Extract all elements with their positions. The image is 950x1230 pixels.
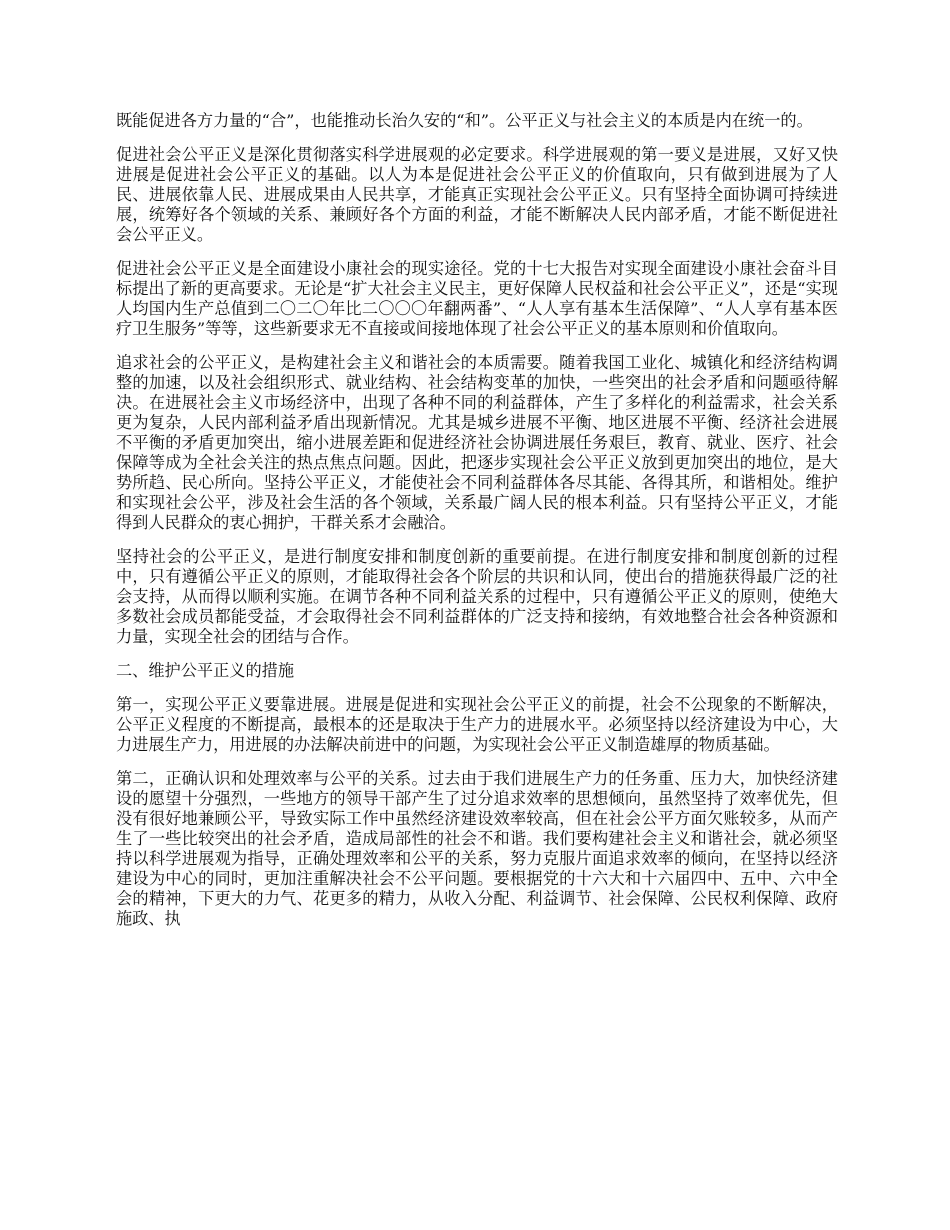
paragraph-7: 第二，正确认识和处理效率与公平的关系。过去由于我们进展生产力的任务重、压力大，加快经济建设的愿望十分强烈，一些地方的领导干部产生了过分追求效率的思想倾向，虽然坚持了效率优先，但没有很好地兼顾公平，导致实际工作中虽然经济建设效率较高，但在社会公平方面欠账较多，从而产生了一些比较突出的社会矛盾，造成局部性的社会不和谐。我们要构建社会主义和谐社会，就必须坚持以科学进展观为指导，正确处理效率和公平的关系，努力克服片面追求效率的倾向，在坚持以经济建设为中心的同时，更加注重解决社会不公平问题。要根据党的十六大和十六届四中、五中、六中全会的精神，下更大的力气、花更多的精力，从收入分配、利益调节、社会保障、公民权利保障、政府施政、执 <box>116 769 838 928</box>
document-body <box>116 111 838 943</box>
paragraph-4: 追求社会的公平正义，是构建社会主义和谐社会的本质需要。随着我国工业化、城镇化和经济结构调整的加速，以及社会组织形式、就业结构、社会结构变革的加快，一些突出的社会矛盾和问题亟待解决。在进展社会主义市场经济中，出现了各种不同的利益群体，产生了多样化的利益需求，社会关系更为复杂，人民内部利益矛盾出现新情况。尤其是城乡进展不平衡、地区进展不平衡、经济社会进展不平衡的矛盾更加突出，缩小进展差距和促进经济社会协调进展任务艰巨，教育、就业、医疗、社会保障等成为全社会关注的热点焦点问题。因此，把逐步实现社会公平正义放到更加突出的地位，是大势所趋、民心所向。坚持公平正义，才能使社会不同利益群体各尽其能、各得其所，和谐相处。维护和实现社会公平，涉及社会生活的各个领域，关系最广阔人民的根本利益。只有坚持公平正义，才能得到人民群众的衷心拥护，干群关系才会融洽。 <box>116 353 838 532</box>
paragraph-6: 第一，实现公平正义要靠进展。进展是促进和实现社会公平正义的前提，社会不公现象的不断解决，公平正义程度的不断提高，最根本的还是取决于生产力的进展水平。必须坚持以经济建设为中心，大力进展生产力，用进展的办法解决前进中的问题，为实现社会公平正义制造雄厚的物质基础。 <box>116 695 838 754</box>
paragraph-2: 促进社会公平正义是深化贯彻落实科学进展观的必定要求。科学进展观的第一要义是进展，又好又快进展是促进社会公平正义的基础。以人为本是促进社会公平正义的价值取向，只有做到进展为了人民、进展依靠人民、进展成果由人民共享，才能真正实现社会公平正义。只有坚持全面协调可持续进展，统筹好各个领域的关系、兼顾好各个方面的利益，才能不断解决人民内部矛盾，才能不断促进社会公平正义。 <box>116 145 838 244</box>
paragraph-1: 既能促进各方力量的“合”，也能推动长治久安的“和”。公平正义与社会主义的本质是内在统一的。 <box>116 111 813 130</box>
paragraph-5: 坚持社会的公平正义，是进行制度安排和制度创新的重要前提。在进行制度安排和制度创新的过程中，只有遵循公平正义的原则，才能取得社会各个阶层的共识和认同，使出台的措施获得最广泛的社会支持，从而得以顺利实施。在调节各种不同利益关系的过程中，只有遵循公平正义的原则，使绝大多数社会成员都能受益，才会取得社会不同利益群体的广泛支持和接纳，有效地整合社会各种资源和力量，实现全社会的团结与合作。 <box>116 547 838 646</box>
section-heading: 二、维护公平正义的措施 <box>116 661 295 680</box>
paragraph-3: 促进社会公平正义是全面建设小康社会的现实途径。党的十七大报告对实现全面建设小康社会奋斗目标提出了新的更高要求。无论是“扩大社会主义民主，更好保障人民权益和社会公平正义”，还是“实现人均国内生产总值到二〇二〇年比二〇〇〇年翻两番”、“人人享有基本生活保障”、“人人享有基本医疗卫生服务”等等，这些新要求无不直接或间接地体现了社会公平正义的基本原则和价值取向。 <box>116 259 838 338</box>
